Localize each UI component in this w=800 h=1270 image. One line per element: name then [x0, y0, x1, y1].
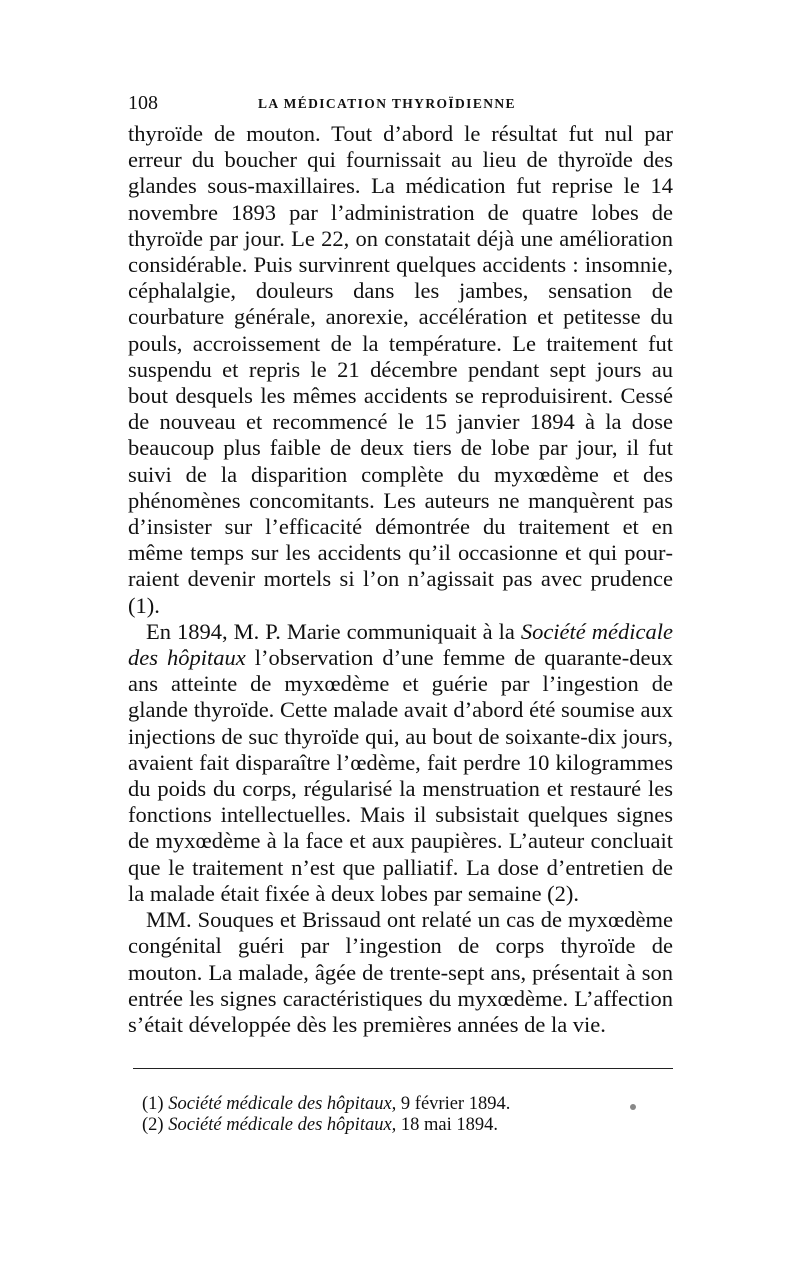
footnote-2-source: Société médicale des hôpitaux,: [168, 1115, 397, 1135]
footnotes: [142, 1094, 662, 1136]
society-name-italic: Société médicale des hôpitaux: [128, 618, 673, 671]
footnote-separator: [133, 1068, 673, 1069]
footnote-1-source: Société médicale des hôpitaux,: [168, 1094, 397, 1114]
body-text: [128, 121, 673, 1038]
paragraph-2-rest: l’observation d’une femme de quarante-deux ans atteinte de myxœdème et guérie par l’ingestion de glande thyroïde. Cette malade avait d’abord été soumise aux injections de suc thyroïde qui, au bout de soixante-dix jours, avaient fait disparaître l’œdème, fait perdre 10 kilogrammes du poids du corps, régularisé la menstruation et restauré les fonctions intellectuelles. Mais il subsistait quelques signes de myxœdème à la face et aux paupières. L’auteur concluait que le traitement n’est que palliatif. La dose d’entretien de la malade était fixée à deux lobes par semaine (2).: [128, 645, 673, 906]
footnote-2-date: 18 mai 1894.: [400, 1115, 499, 1135]
page-header: [128, 92, 673, 118]
footnote-2-marker: (2): [142, 1115, 164, 1135]
paragraph-2-start: En 1894, M. P. Marie communiquait à la: [146, 618, 521, 644]
paragraph-2: [128, 619, 673, 907]
page-number: 108: [128, 92, 158, 114]
footnote-2: [142, 1115, 662, 1136]
paragraph-3: MM. Souques et Brissaud ont relaté un cas de myxœdème congénital guéri par l’ingestion de corps thyroïde de mouton. La malade, âgée de trente-sept ans, présentait à son entrée les signes caractéristiques du myxœdème. L’affection s’était développée dès les premières années de la vie.: [128, 907, 673, 1037]
footnote-1-date: 9 février 1894.: [400, 1094, 511, 1114]
footnote-1: [142, 1094, 662, 1115]
paragraph-1: thyroïde de mouton. Tout d’abord le résultat fut nul par erreur du boucher qui fournissait au lieu de thyroïde des glandes sous-maxillaires. La médication fut reprise le 14 novembre 1893 par l’administration de quatre lobes de thyroïde par jour. Le 22, on constatait déjà une amélioration considérable. Puis survinrent quelques accidents : insomnie, céphalalgie, douleurs dans les jambes, sensation de courbature générale, anorexie, accélération et petitesse du pouls, accroissement de la température. Le traitement fut suspendu et repris le 21 décembre pendant sept jours au bout desquels les mêmes accidents se reproduisirent. Cessé de nouveau et recommencé le 15 janvier 1894 à la dose beaucoup plus faible de deux tiers de lobe par jour, il fut suivi de la disparition complète du myxœdème et des phénomènes concomitants. Les auteurs ne manquèrent pas d’insister sur l’efficacité démontrée du traitement et en même temps sur les accidents qu’il occasionne et qui pourraient devenir mortels si l’on n’agissait pas avec prudence (1).: [128, 121, 673, 618]
running-head: LA MÉDICATION THYROÏDIENNE: [258, 96, 516, 111]
ink-speck: [630, 1104, 636, 1110]
footnote-1-marker: (1): [142, 1094, 164, 1114]
